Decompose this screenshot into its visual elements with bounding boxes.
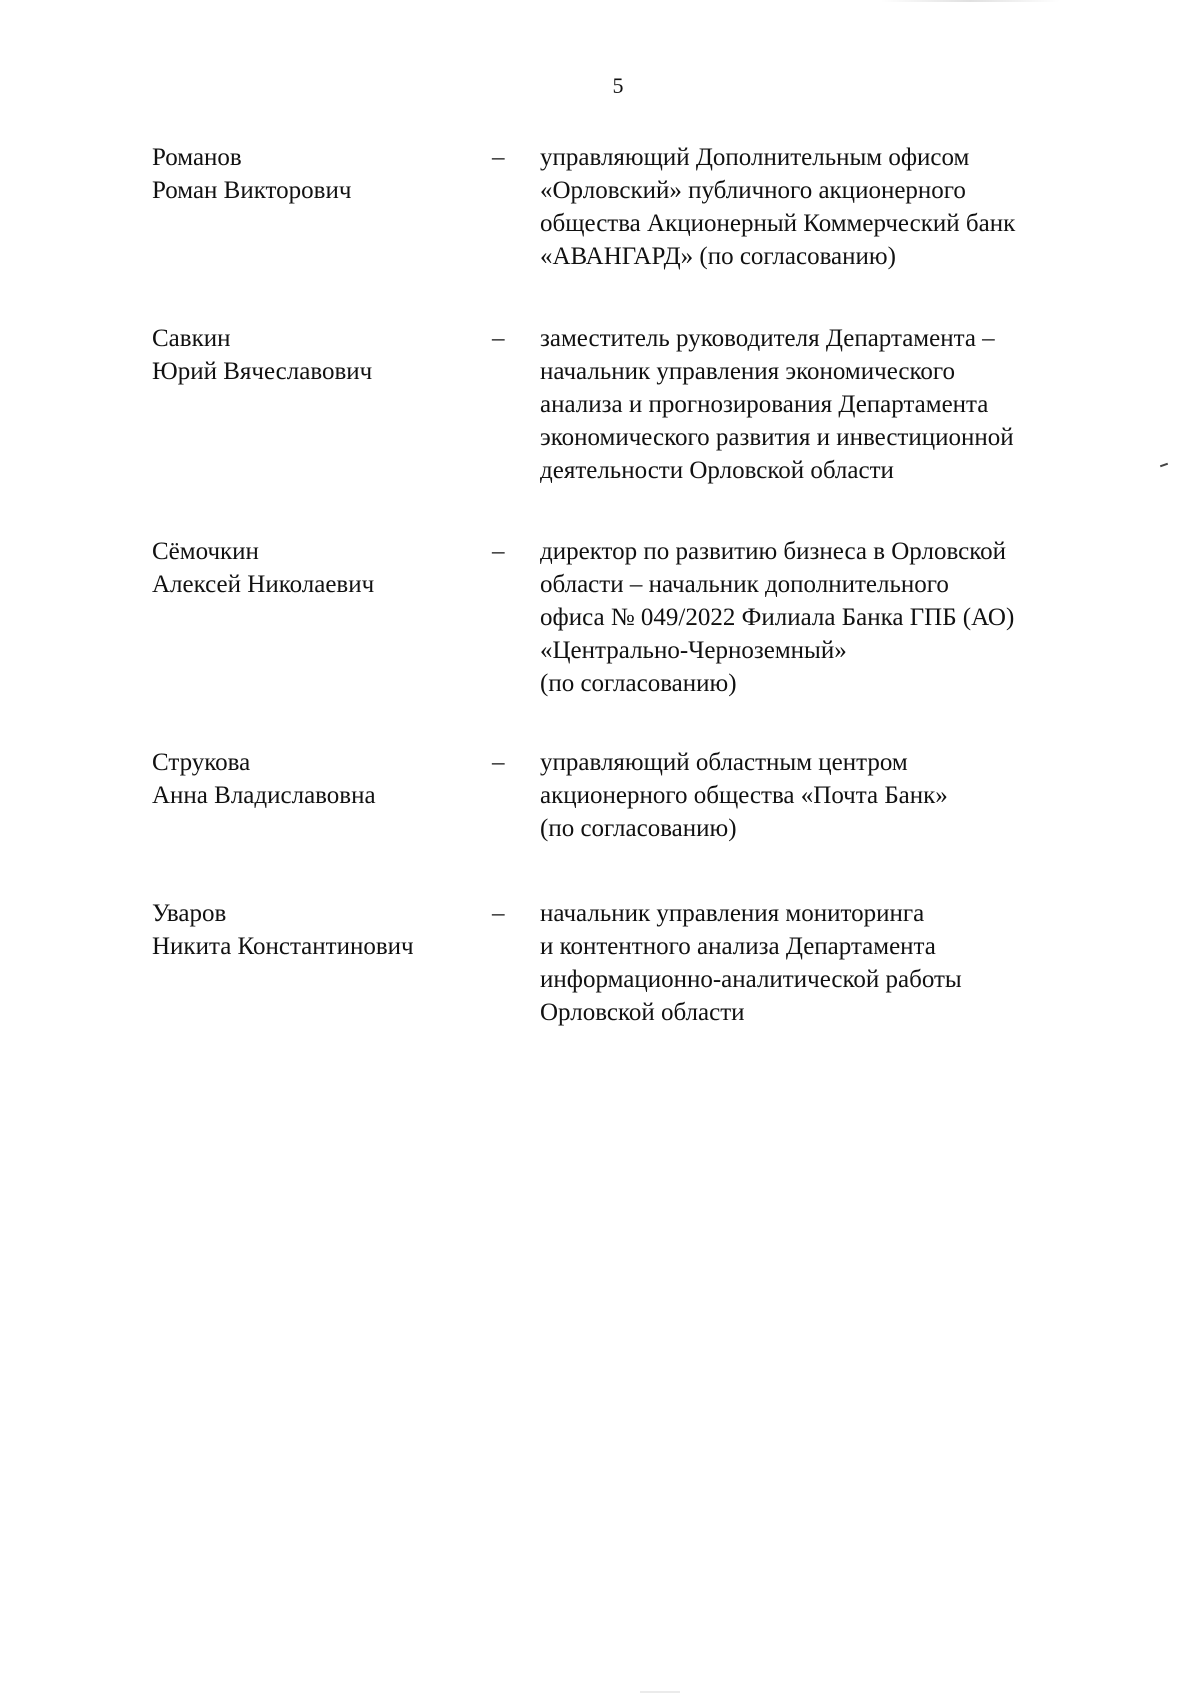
member-role	[540, 141, 1092, 273]
member-surname: Романов	[152, 144, 242, 171]
member-role	[540, 897, 1092, 1029]
role-line: (по согласованию)	[540, 670, 737, 697]
role-line: Орловской области	[540, 999, 745, 1026]
member-list	[152, 141, 1092, 1029]
dash-separator: –	[492, 538, 505, 565]
role-line: экономического развития и инвестиционной	[540, 424, 1014, 451]
member-name	[152, 322, 492, 388]
page-number: 5	[612, 73, 624, 98]
role-line: начальник управления экономического	[540, 358, 956, 385]
role-line: «Орловский» публичного акционерного	[540, 177, 966, 204]
member-role	[540, 535, 1092, 700]
role-line: управляющий областным центром	[540, 749, 908, 776]
member-given-name: Юрий Вячеславович	[152, 358, 373, 385]
role-line: «Центрально-Черноземный»	[540, 637, 847, 664]
role-line: общества Акционерный Коммерческий банк	[540, 210, 1016, 237]
member-role	[540, 746, 1092, 845]
member-given-name: Анна Владиславовна	[152, 782, 376, 809]
member-entry-romanov	[152, 141, 1092, 273]
role-line: офиса № 049/2022 Филиала Банка ГПБ (АО)	[540, 604, 1015, 631]
scan-edge-artifact	[880, 0, 1060, 2]
stray-pen-mark	[1160, 463, 1168, 468]
member-name	[152, 535, 492, 601]
member-entry-savkin	[152, 322, 1092, 487]
role-line: и контентного анализа Департамента	[540, 933, 936, 960]
scan-edge-artifact	[640, 1691, 680, 1693]
member-given-name: Никита Константинович	[152, 933, 414, 960]
member-entry-uvarov	[152, 897, 1092, 1029]
role-line: области – начальник дополнительного	[540, 571, 949, 598]
role-line: директор по развитию бизнеса в Орловской	[540, 538, 1006, 565]
dash-separator: –	[492, 900, 505, 927]
dash-separator: –	[492, 144, 505, 171]
member-entry-strukova	[152, 746, 1092, 845]
member-name	[152, 897, 492, 963]
member-entry-semochkin	[152, 535, 1092, 700]
role-line: «АВАНГАРД» (по согласованию)	[540, 243, 896, 270]
role-line: управляющий Дополнительным офисом	[540, 144, 970, 171]
role-line: информационно-аналитической работы	[540, 966, 962, 993]
dash-separator: –	[492, 749, 505, 776]
role-line: анализа и прогнозирования Департамента	[540, 391, 989, 418]
role-line: (по согласованию)	[540, 815, 737, 842]
member-role	[540, 322, 1092, 487]
member-given-name: Роман Викторович	[152, 177, 352, 204]
role-line: заместитель руководителя Департамента –	[540, 325, 995, 352]
member-name	[152, 746, 492, 812]
role-line: деятельности Орловской области	[540, 457, 894, 484]
member-surname: Уваров	[152, 900, 227, 927]
member-given-name: Алексей Николаевич	[152, 571, 375, 598]
member-surname: Струкова	[152, 749, 251, 776]
member-name	[152, 141, 492, 207]
role-line: акционерного общества «Почта Банк»	[540, 782, 948, 809]
role-line: начальник управления мониторинга	[540, 900, 925, 927]
member-surname: Сёмочкин	[152, 538, 259, 565]
dash-separator: –	[492, 325, 505, 352]
member-surname: Савкин	[152, 325, 231, 352]
